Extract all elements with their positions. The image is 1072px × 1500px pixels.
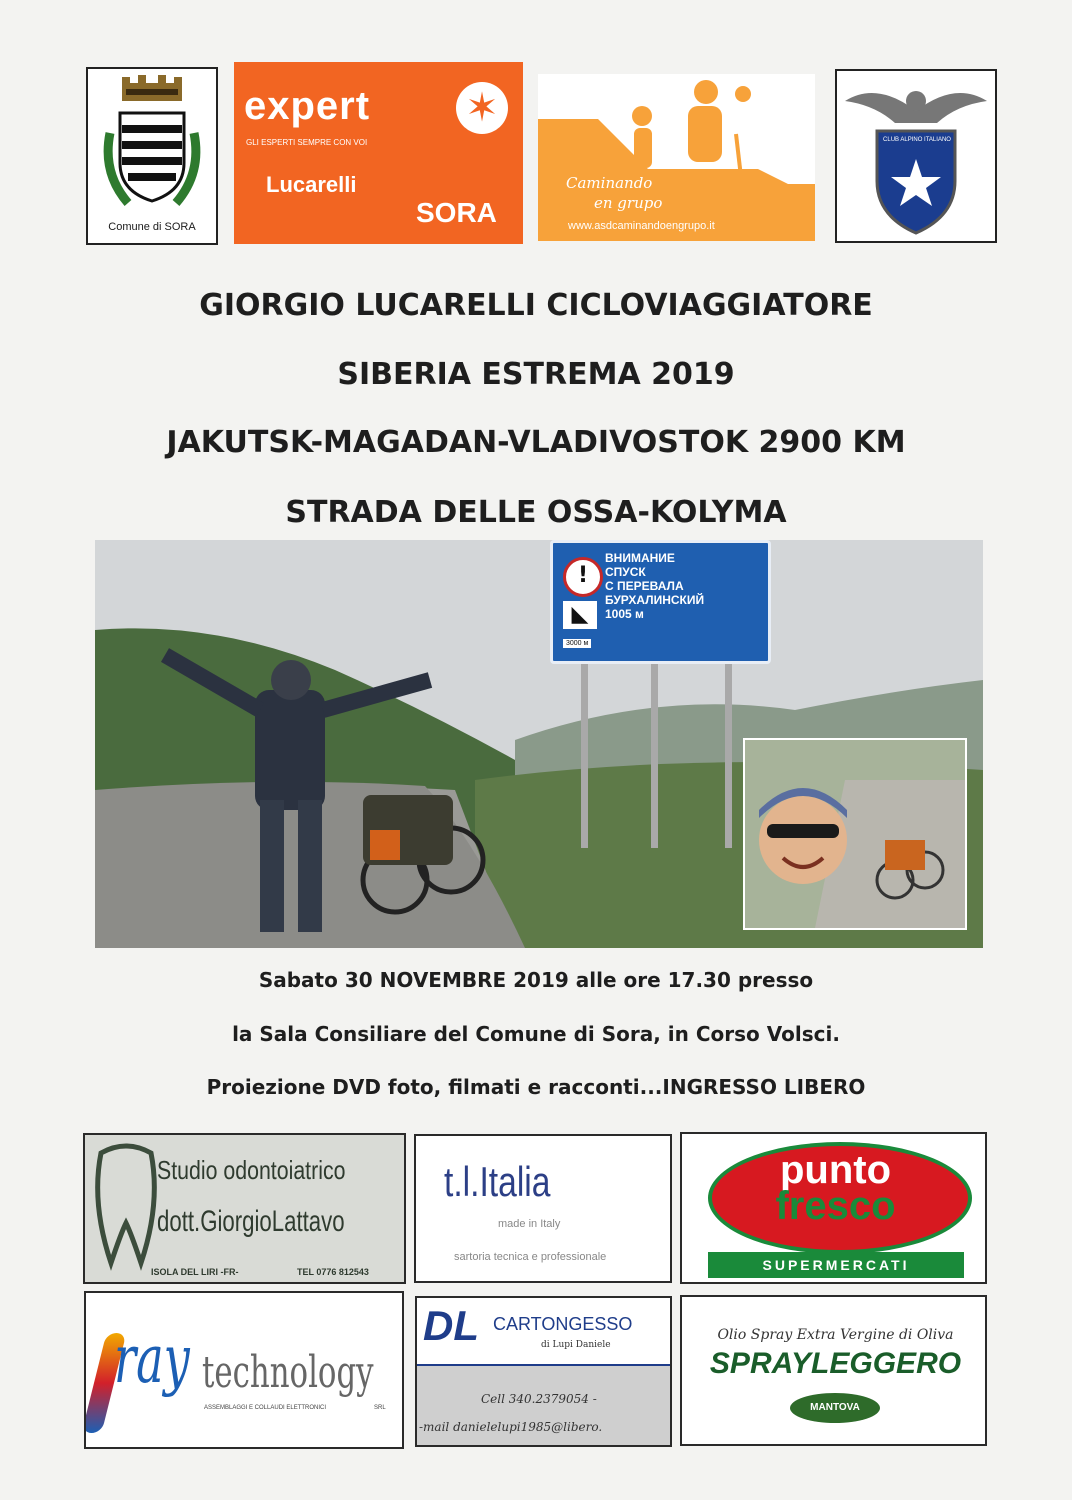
dl-owner: di Lupi Daniele (541, 1340, 611, 1350)
logo-caminando-en-grupo (538, 74, 815, 241)
ray-brand-a: ray (114, 1321, 190, 1398)
ray-sub: ASSEMBLAGGI E COLLAUDI ELETTRONICI (204, 1405, 327, 1411)
dl-mail: -mail danielelupi1985@libero. (419, 1420, 603, 1434)
inset-selfie-photo (743, 738, 967, 930)
road-sign (550, 540, 771, 664)
expert-city: SORA (416, 197, 497, 228)
sponsor-sprayleggero (680, 1295, 987, 1446)
ray-srl: SRL (374, 1405, 386, 1411)
dl-mark: DL (423, 1302, 479, 1349)
tl-brand: t.l.Italia (444, 1158, 551, 1205)
event-line-3: Proiezione DVD foto, filmati e racconti...INGRESSO LIBERO (206, 1075, 866, 1099)
sign-line-4: БУРХАЛИНСКИЙ (605, 593, 705, 607)
comune-caption: Comune di SORA (108, 221, 196, 233)
title-line-1: GIORGIO LUCARELLI CICLOVIAGGIATORE (199, 288, 873, 323)
sign-text (605, 551, 704, 621)
ray-brand-b: technology (202, 1347, 374, 1398)
hikers-icon (538, 74, 815, 241)
slope-icon: ◣ (563, 601, 597, 629)
spray-brand: SPRAYLEGGERO (709, 1347, 962, 1380)
studio-tel: TEL 0776 812543 (297, 1267, 369, 1277)
eagle-shield-icon (837, 71, 995, 241)
caminando-name-2: en grupo (594, 194, 663, 212)
selfie-scene (745, 740, 965, 928)
studio-line-1: Studio odontoiatrico (157, 1155, 346, 1185)
tl-desc: sartoria tecnica e professionale (454, 1251, 607, 1263)
tooth-icon (91, 1143, 161, 1273)
warning-triangle-icon: ! (563, 557, 603, 597)
logo-expert-lucarelli (234, 62, 523, 244)
expert-store: Lucarelli (266, 172, 357, 197)
punto-line-1: punto (779, 1148, 892, 1192)
dl-phone: Cell 340.2379054 - (481, 1392, 597, 1406)
sign-line-2: СПУСК (605, 565, 646, 579)
event-line-2: la Sala Consiliare del Comune di Sora, in Corso Volsci. (232, 1022, 840, 1046)
tl-sub: made in Italy (498, 1218, 561, 1230)
sponsor-dl-cartongesso (415, 1296, 672, 1447)
sign-line-3: С ПЕРЕВАЛА (605, 579, 684, 593)
sponsor-tl-italia (414, 1134, 672, 1283)
punto-line-2: fresco (775, 1184, 896, 1228)
title-line-2: SIBERIA ESTREMA 2019 (337, 357, 735, 392)
expert-tagline: GLI ESPERTI SEMPRE CON VOI (246, 138, 368, 147)
sign-line-1: ВНИМАНИЕ (605, 551, 675, 565)
caminando-name-1: Caminando (566, 174, 653, 192)
title-line-3: JAKUTSK-MAGADAN-VLADIVOSTOK 2900 KM (166, 425, 906, 460)
title-line-4: STRADA DELLE OSSA-KOLYMA (285, 495, 787, 530)
sponsor-ray-technology (84, 1291, 404, 1449)
studio-line-2: dott.GiorgioLattavo (157, 1205, 345, 1238)
punto-banner: SUPERMERCATI (708, 1252, 964, 1278)
comune-crest-icon (88, 73, 216, 223)
logo-cai (835, 69, 997, 243)
cai-text: CLUB ALPINO ITALIANO (883, 137, 951, 143)
dl-name: CARTONGESSO (493, 1314, 633, 1334)
caminando-url: www.asdcaminandoengrupo.it (568, 220, 715, 232)
sponsor-studio-odontoiatrico (83, 1133, 406, 1284)
sign-plate: 3000 м (563, 639, 591, 648)
logo-comune-di-sora (86, 67, 218, 245)
spray-badge: MANTOVA (790, 1393, 880, 1423)
spray-top: Olio Spray Extra Vergine di Oliva (717, 1327, 954, 1343)
studio-place: ISOLA DEL LIRI -FR- (151, 1267, 239, 1277)
main-photo (95, 540, 983, 948)
expert-star-icon: ✶ (456, 82, 508, 134)
event-line-1: Sabato 30 NOVEMBRE 2019 alle ore 17.30 presso (258, 968, 814, 992)
expert-brand: expert (244, 84, 371, 128)
sponsor-punto-fresco (680, 1132, 987, 1284)
sign-line-5: 1005 м (605, 607, 644, 621)
